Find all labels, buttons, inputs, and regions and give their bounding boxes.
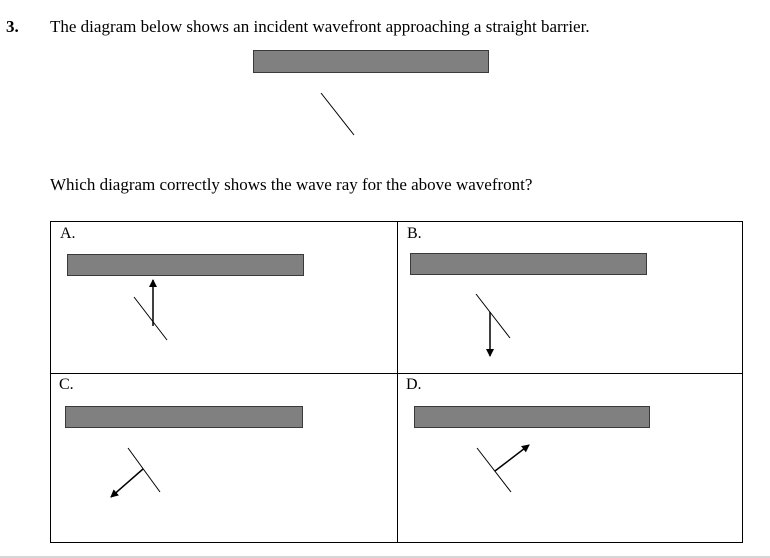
option-a-label: A. xyxy=(60,225,76,242)
option-d-wavefront xyxy=(477,448,511,492)
option-d-label: D. xyxy=(406,376,422,393)
option-b-label: B. xyxy=(407,225,422,242)
question-number: 3. xyxy=(6,17,19,36)
option-c-wavefront xyxy=(128,448,160,492)
question-prompt: Which diagram correctly shows the wave ray for the above wavefront? xyxy=(50,175,533,194)
question-text: The diagram below shows an incident wavefront approaching a straight barrier. xyxy=(50,17,590,36)
option-a-wavefront xyxy=(134,297,167,340)
option-b-wavefront xyxy=(476,294,510,338)
option-d-ray-arrow xyxy=(495,445,529,471)
option-c-ray-arrow xyxy=(111,469,143,497)
option-c-label: C. xyxy=(59,376,74,393)
